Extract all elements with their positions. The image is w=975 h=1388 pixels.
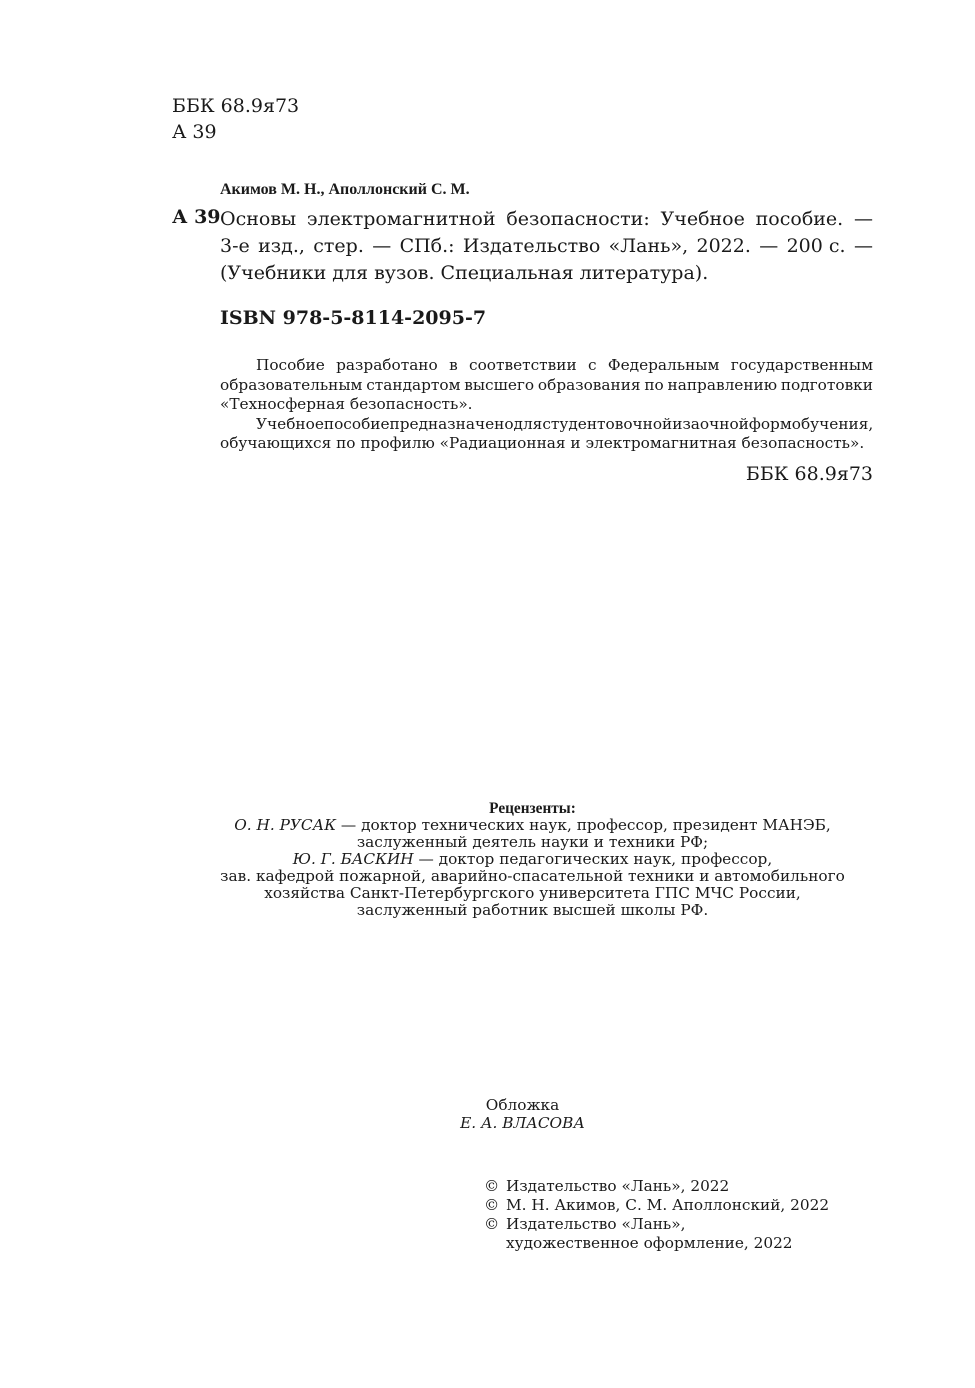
- reviewer-2: Ю. Г. БАСКИН — доктор педагогических наук, профессор,: [292, 850, 773, 868]
- annotation-line-4: Учебное пособие предназначено для студентов очной и заочной форм обучения,: [256, 414, 874, 433]
- bbk-code-right: ББК 68.9я73: [745, 463, 873, 485]
- copyright-icon: ©: [484, 1177, 500, 1195]
- annotation: [220, 356, 873, 454]
- isbn: ISBN 978-5-8114-2095-7: [220, 307, 487, 329]
- reviewer-1-line2: заслуженный деятель науки и техники РФ;: [356, 833, 709, 851]
- copyright-line-4: художественное оформление, 2022: [506, 1234, 793, 1252]
- bbk-code: ББК 68.9я73: [172, 95, 300, 117]
- reviewer-1-name: О. Н. РУСАК: [234, 816, 337, 834]
- reviewer-2-line3: хозяйства Санкт-Петербургского университета ГПС МЧС России,: [264, 884, 801, 902]
- copyright-line-3: © Издательство «Лань»,: [484, 1215, 686, 1233]
- reviewer-2-line2: зав. кафедрой пожарной, аварийно-спасательной техники и автомобильного: [220, 867, 845, 885]
- citation-line-1: Основы электромагнитной безопасности: Учебное пособие. —: [220, 208, 873, 230]
- copyright-line-2: © М. Н. Акимов, С. М. Аполлонский, 2022: [484, 1196, 830, 1214]
- copyright-icon: ©: [484, 1196, 500, 1214]
- reviewer-2-line4: заслуженный работник высшей школы РФ.: [356, 901, 709, 919]
- reviewer-1: О. Н. РУСАК — доктор технических наук, профессор, президент МАНЭБ,: [234, 816, 831, 834]
- reviewers-title: Рецензенты:: [489, 800, 576, 817]
- copyright-block: [484, 1177, 829, 1253]
- author-sign-bold: А 39: [172, 206, 221, 228]
- copyright-line-1: © Издательство «Лань», 2022: [484, 1177, 730, 1195]
- annotation-line-3: «Техносферная безопасность».: [220, 395, 473, 413]
- annotation-line-1: Пособие разработано в соответствии с Федеральным государственным: [256, 356, 873, 374]
- cover-credit: [400, 1096, 645, 1132]
- annotation-line-5: обучающихся по профилю «Радиационная и электромагнитная безопасность».: [220, 434, 865, 452]
- annotation-line-2: образовательным стандартом высшего образования по направлению подготовки: [220, 375, 873, 394]
- authors: Акимов М. Н., Аполлонский С. М.: [220, 181, 470, 198]
- citation-line-2: 3-е изд., стер. — СПб.: Издательство «Лань», 2022. — 200 с. —: [220, 235, 873, 257]
- citation-line-3: (Учебники для вузов. Специальная литература).: [220, 262, 709, 284]
- author-sign: А 39: [172, 121, 217, 143]
- reviewer-2-name: Ю. Г. БАСКИН: [292, 850, 414, 868]
- copyright-icon: ©: [484, 1215, 500, 1233]
- cover-designer: Е. А. ВЛАСОВА: [460, 1114, 585, 1132]
- reviewers-block: [200, 800, 865, 919]
- bibliographic-description: [220, 206, 873, 287]
- cover-label: Обложка: [485, 1096, 560, 1114]
